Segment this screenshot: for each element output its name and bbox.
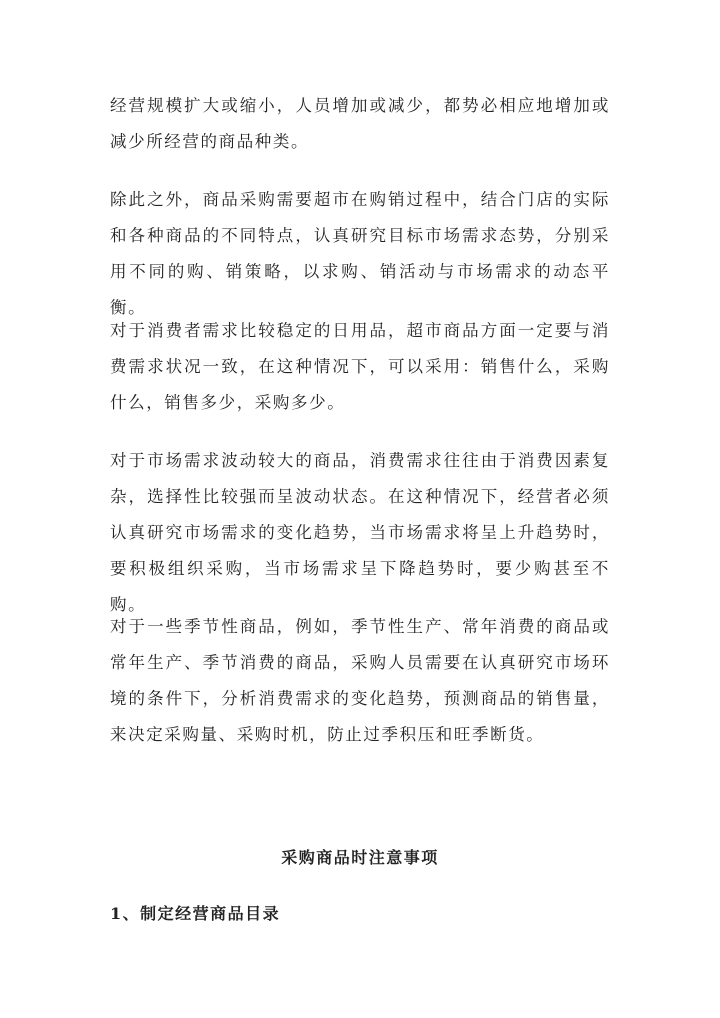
body-paragraph-3: 对于消费者需求比较稳定的日用品，超市商品方面一定要与消费需求状况一致，在这种情况下，可以采用：销售什么，采购什么，销售多少，采购多少。 <box>110 321 610 412</box>
body-paragraph-2: 除此之外，商品采购需要超市在购销过程中，结合门店的实际和各种商品的不同特点，认真研究目标市场需求态势，分别采用不同的购、销策略，以求购、销活动与市场需求的动态平衡。 <box>110 190 610 317</box>
section-title: 采购商品时注意事项 <box>281 848 439 867</box>
body-paragraph-1: 经营规模扩大或缩小，人员增加或减少，都势必相应地增加或减少所经营的商品种类。 <box>110 96 610 151</box>
body-paragraph-5: 对于一些季节性商品，例如，季节性生产、常年消费的商品或常年生产、季节消费的商品，采购人员需要在认真研究市场环境的条件下，分析消费需求的变化趋势，预测商品的销售量，来决定采购量、采购时机，防止过季积压和旺季断货。 <box>110 617 610 744</box>
body-paragraph-4: 对于市场需求波动较大的商品，消费需求往往由于消费因素复杂，选择性比较强而呈波动状态。在这种情况下，经营者必须认真研究市场需求的变化趋势，当市场需求将呈上升趋势时，要积极组织采购，当市场需求呈下降趋势时，要少购甚至不购。 <box>110 451 610 614</box>
subheading-item-1: 1、制定经营商品目录 <box>110 904 281 923</box>
